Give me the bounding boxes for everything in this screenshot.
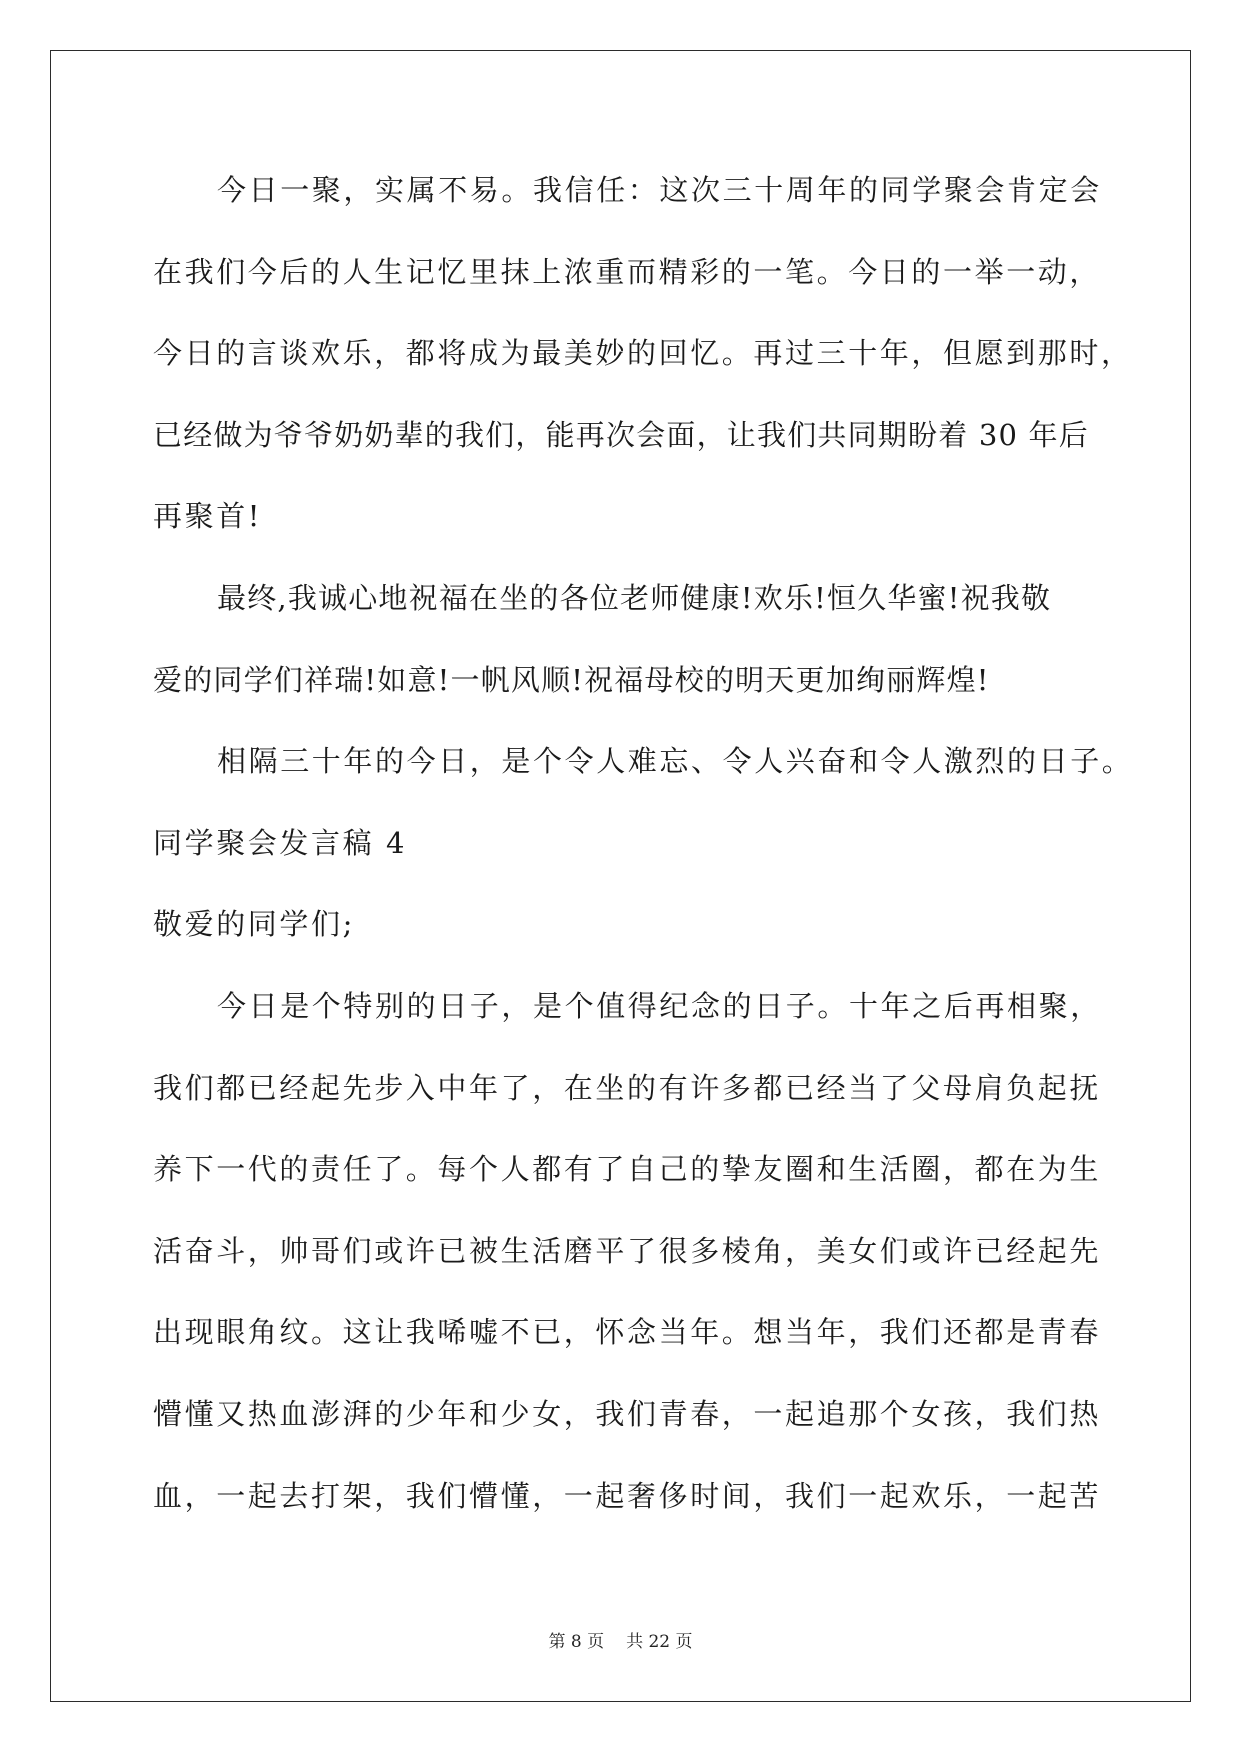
paragraph-line: 活奋斗，帅哥们或许已被生活磨平了很多棱角，美女们或许已经起先 <box>153 1233 1102 1268</box>
paragraph-line: 懵懂又热血澎湃的少年和少女，我们青春，一起追那个女孩，我们热 <box>153 1396 1102 1431</box>
paragraph-line: 我们都已经起先步入中年了，在坐的有许多都已经当了父母肩负起抚 <box>153 1070 1102 1105</box>
page-number: 第 8 页 <box>548 1632 605 1652</box>
document-body <box>153 160 1134 1547</box>
paragraph-line: 今日是个特别的日子，是个值得纪念的日子。十年之后再相聚， <box>217 988 1102 1023</box>
page-total: 共 22 页 <box>626 1632 693 1652</box>
paragraph-line: 养下一代的责任了。每个人都有了自己的挚友圈和生活圈，都在为生 <box>153 1152 1102 1187</box>
page-footer <box>0 1627 1241 1652</box>
paragraph-line: 已经做为爷爷奶奶辈的我们，能再次会面，让我们共同期盼着 30 年后 <box>153 417 1089 452</box>
paragraph-line: 爱的同学们祥瑞!如意!一帆风顺!祝福母校的明天更加绚丽辉煌! <box>153 662 990 697</box>
salutation: 敬爱的同学们; <box>153 907 355 942</box>
paragraph-line: 今日一聚，实属不易。我信任：这次三十周年的同学聚会肯定会 <box>217 173 1102 207</box>
paragraph-line: 相隔三十年的今日，是个令人难忘、令人兴奋和令人激烈的日子。 <box>217 744 1134 779</box>
paragraph-line: 今日的言谈欢乐，都将成为最美妙的回忆。再过三十年，但愿到那时， <box>153 336 1133 371</box>
section-heading: 同学聚会发言稿 4 <box>153 825 408 860</box>
paragraph-line: 在我们今后的人生记忆里抹上浓重而精彩的一笔。今日的一举一动， <box>153 254 1102 289</box>
paragraph-line: 再聚首! <box>153 499 263 534</box>
paragraph-line: 血，一起去打架，我们懵懂，一起奢侈时间，我们一起欢乐，一起苦 <box>153 1478 1102 1513</box>
paragraph-line: 最终,我诚心地祝福在坐的各位老师健康!欢乐!恒久华蜜!祝我敬 <box>217 580 1052 615</box>
paragraph-line: 出现眼角纹。这让我唏嘘不已，怀念当年。想当年，我们还都是青春 <box>153 1315 1102 1350</box>
